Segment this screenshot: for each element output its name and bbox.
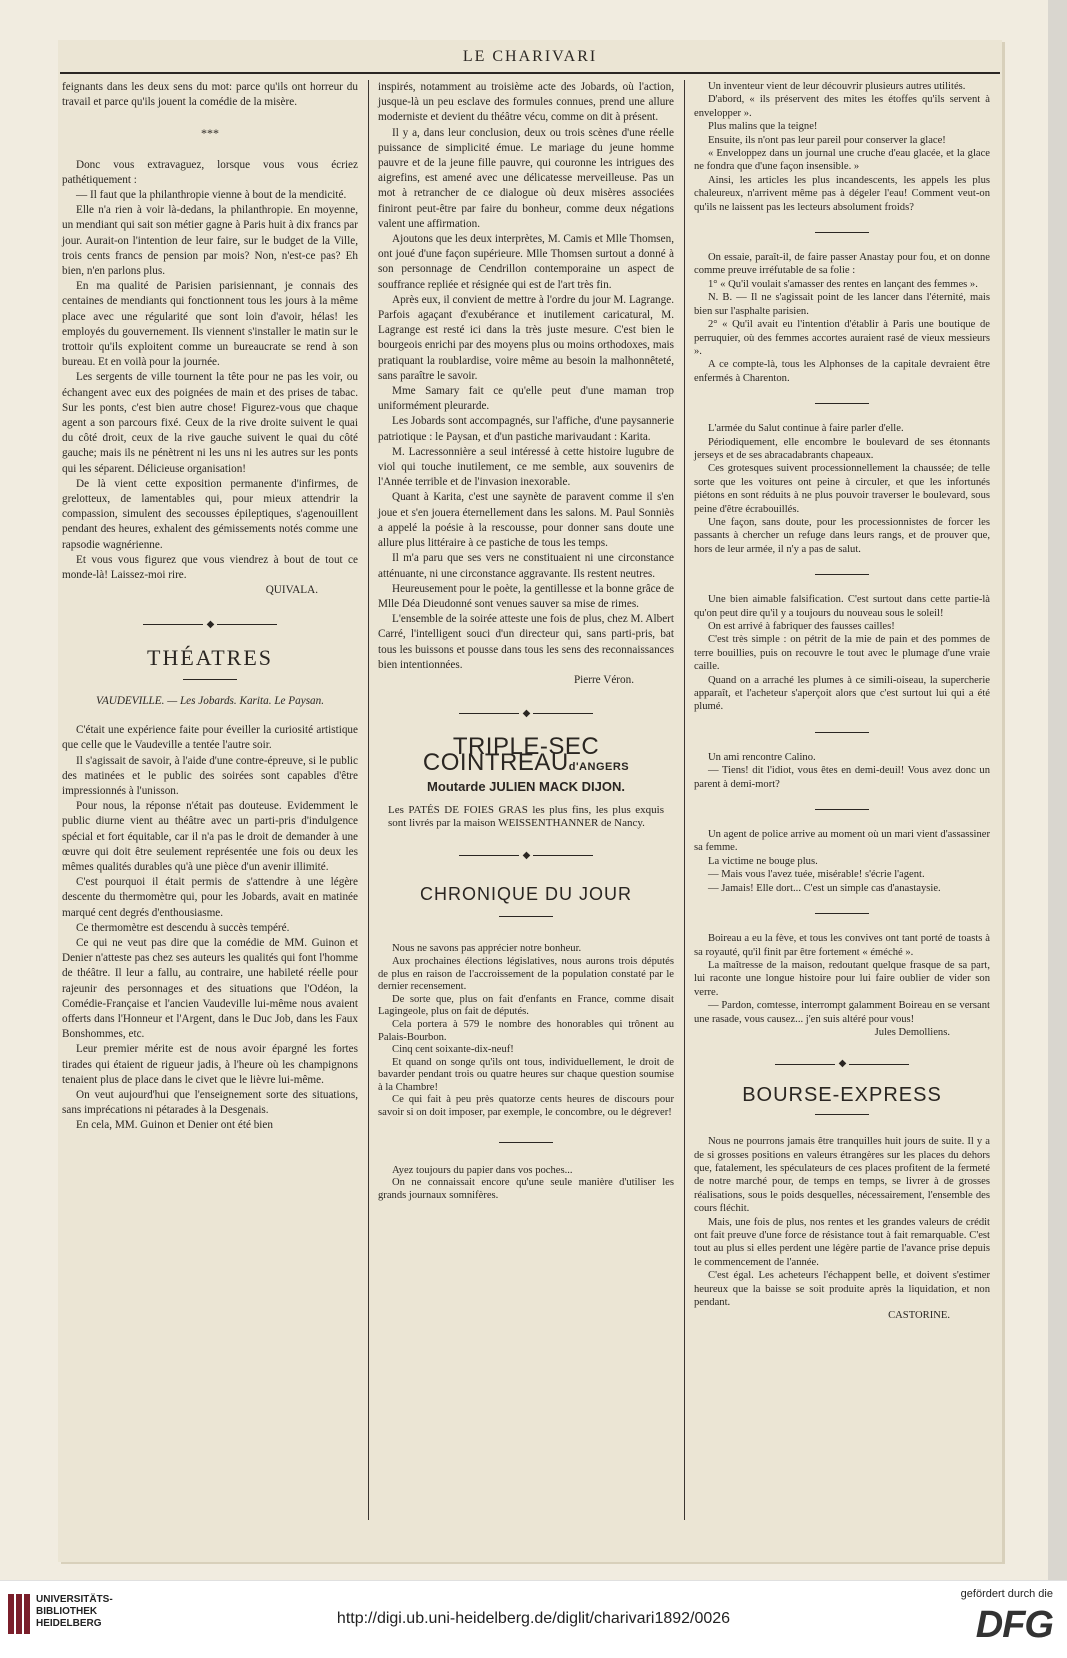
chronique-paragraph: Un inventeur vient de leur découvrir plusieurs autres utilités. (708, 81, 966, 92)
dfg-logo: DFG (975, 1604, 1053, 1646)
chronique-paragraph: De sorte que, plus on fait d'enfants en France, comme disait Lagingeole, plus on fait de députés. (378, 993, 674, 1018)
chronique-paragraph: Ainsi, les articles les plus incandescents, les appels les plus chaleureux, n'arrivent même pas à dégeler l'eau! Comment veut-on qu'ils ne laissent pas les lecteurs absolument froids? (694, 174, 990, 213)
bourse-paragraph: C'est égal. Les acheteurs l'échappent belle, et doivent s'estimer heureux que la baisse se soit produite après la liquidation, et non pendant. (694, 1270, 990, 1309)
chronique-paragraph: Une façon, sans doute, pour les processionnistes de forcer les passants à chercher un refuge dans leurs rangs, et de prouver que, hors de leur armée, il n'y a pas de salut. (694, 516, 990, 555)
chronique-paragraph: Aux prochaines élections législatives, nous aurons trois députés de plus en raison de l'accroissement de la population constaté par le dernier recensement. (378, 955, 674, 993)
article-paragraph: Et vous vous figurez que vous viendrez à bout de tout ce monde-là! Laissez-moi rire. (62, 553, 358, 582)
chronique-paragraph: — Mais vous l'avez tuée, misérable! s'écrie l'agent. (708, 869, 925, 881)
article-paragraph: C'est pourquoi il était permis de s'attendre à une légère descente du thermomètre qui, pour les Jobards, avait en matinée marqué cent degrés d'enthousiasme. (62, 876, 358, 919)
article-paragraph: Pour nous, la réponse n'était pas douteuse. Evidemment le public diurne vient au théâtre avec un parti-pris d'indulgence spécial et fort équitable, car il n'a pas le droit de demander à une œuvre qui doit être seulement représentée une fois ou deux les mêmes qualités durables qu'à une pièce d'un avenir illimité. (62, 800, 358, 873)
article-paragraph: Il y a, dans leur conclusion, deux ou trois scènes d'une réelle puissance de simplicité émue. Le mariage du jeune homme pauvre et de la jeune fille pauvre, qui couronne les intrigues des aigrefins, est amené avec une délicatesse merveilleuse. Pas un mot à retrancher de ce dialogue où deux misères associées finiront peut-être par faire du bonheur, comme deux négations valent une affirmation. (378, 126, 674, 230)
chronique-paragraph: 2° « Qu'il avait eu l'intention d'établir à Paris une boutique de perruquier, où des femmes accortes auraient rasé de vieux messieurs ». (694, 319, 990, 357)
bourse-paragraph: Mais, une fois de plus, nos rentes et les grandes valeurs de crédit ont fait preuve d'une force de résistance tout à fait remarquable. C'est tout au plus si elles perdent une légère partie de l'avance prise depuis le commencement de l'année. (694, 1216, 990, 1268)
short-rule (815, 913, 869, 914)
short-rule (815, 232, 869, 233)
article-paragraph: En cela, MM. Guinon et Denier ont été bien (76, 1119, 273, 1132)
short-rule (815, 809, 869, 810)
article-paragraph: Quant à Karita, c'est une saynète de paravent comme il s'en joue et s'en jouera éternellement dans les salons. M. Paul Sonniès a appelé la poésie à la rescousse, pour donner sans doute une allure plus littéraire à ce pastiche de tous les temps. (378, 491, 674, 550)
chronique-paragraph: Plus malins que la teigne! (708, 121, 818, 133)
chronique-paragraph: Boireau a eu la fève, et tous les convives ont tant porté de toasts à sa royauté, qu'il finit par être fortement « éméché ». (694, 933, 990, 958)
mustard-advert: Moutarde JULIEN MACK DIJON. (427, 778, 625, 794)
digitization-url-link[interactable]: http://digi.ub.uni-heidelberg.de/diglit/charivari1892/0026 (336, 1610, 731, 1627)
article-paragraph: On veut aujourd'hui que l'enseignement sorte des situations, sans imprécations ni pétarades à la Desgenais. (62, 1088, 358, 1117)
chronique-paragraph: — Pardon, comtesse, interrompt galamment Boireau en se versant une rasade, vous causez... j'en suis altéré pour vous! (694, 1000, 990, 1025)
short-rule (499, 916, 553, 917)
chronique-paragraph: N. B. — Il ne s'agissait point de les lancer dans l'éternité, mais bien sur l'asphalte parisien. (694, 292, 990, 317)
column-1 (62, 80, 358, 1134)
chronique-paragraph: C'est très simple : on pétrit de la mie de pain et des pommes de terre bouillies, puis on recouvre le tout avec le plumage d'une vraie caille. (694, 634, 990, 673)
cointreau-advert-title: TRIPLE-SEC COINTREAUd'ANGERS (422, 733, 630, 776)
chronique-paragraph: Cinq cent soixante-dix-neuf! (392, 1044, 514, 1056)
ornament-divider: ◆ (378, 706, 674, 721)
chronique-paragraph: Ce qui fait à peu près quatorze cents heures de discours pour savoir si on doit imposer, par exemple, le concombre, ou le dégrever! (378, 1094, 674, 1119)
adjacent-page-edge (1048, 0, 1067, 1580)
column-divider (684, 80, 685, 1520)
article-paragraph: Mme Samary fait ce qu'elle peut d'une maman trop uniformément pleurarde. (378, 385, 674, 413)
chronique-paragraph: On ne connaissait encore qu'une seule manière d'utiliser les grands journaux somnifères. (378, 1177, 674, 1201)
article-paragraph: inspirés, notamment au troisième acte des Jobards, où l'action, jusque-là un peu esclave des formules connues, prend une allure moderniste et devient du théâtre vécu, comme on dit à présent. (378, 81, 674, 124)
chronique-paragraph: La victime ne bouge plus. (708, 855, 818, 867)
short-rule (499, 1142, 553, 1143)
chronique-paragraph: A ce compte-là, tous les Alphonses de la capitale devraient être enfermés à Charenton. (694, 359, 990, 384)
article-paragraph: Après eux, il convient de mettre à l'ordre du jour M. Lagrange. Parfois agaçant d'exubérance et inutilement caricatural, M. Lagrange est resté ici dans la très juste mesure. C'est bien le bourgeois enrichi par des moyens plus ou moins orthodoxes, mais pratiquant la roublardise, voire même au besoin la malhonnêteté, sans paraître le savoir. (378, 293, 674, 382)
article-paragraph: Ce qui ne veut pas dire que la comédie de MM. Guinon et Denier n'atteste pas chez ses auteurs les qualités qui font l'homme de théâtre. Il leur a fallu, au contraire, une habileté réelle pour rajeunir des personnages et des situations que l'Odéon, la Comédie-Française et l'ancien Vaudeville lui-même nous avaient offerts dans l'Honneur et l'Argent, dans le Duc Job, dans les Faux Bonshommes, etc. (62, 936, 358, 1041)
short-rule (815, 574, 869, 575)
masthead-rule (60, 72, 1000, 74)
column-3 (694, 80, 990, 1323)
article-signature: CASTORINE. (888, 1310, 950, 1322)
foie-gras-advert: Les PATÉS DE FOIES GRAS les plus fins, les plus exquis sont livrés par la maison WEISSENTHANNER de Nancy. (388, 803, 664, 829)
ornament-divider: ◆ (378, 848, 674, 863)
article-paragraph: Heureusement pour le poète, la gentillesse et la bonne grâce de Mlle Déa Dieudonné sont venues sauver sa mise de rimes. (378, 582, 674, 610)
article-text: feignants dans les deux sens du mot: parce qu'ils ont horreur du travail et parce qu'ils jouent la comédie de la misère. (62, 81, 358, 109)
article-paragraph: M. Lacressonnière a seul intéressé à cette histoire lugubre de viol qui touche inutilement, ce me semble, aux souvenirs de l'Année terrible et de l'invasion inexorable. (378, 445, 674, 489)
ornament-divider: ◆ (694, 1057, 990, 1070)
short-rule (815, 1114, 869, 1115)
chronique-paragraph: Un ami rencontre Calino. (708, 751, 816, 763)
university-library-name: UNIVERSITÄTS- BIBLIOTHEK HEIDELBERG (36, 1594, 113, 1629)
chronique-heading: CHRONIQUE DU JOUR (419, 884, 632, 905)
chronique-paragraph: On essaie, paraît-il, de faire passer Anastay pour fou, et on donne comme preuve irréfutable de sa folie : (694, 252, 990, 277)
article-paragraph: C'était une expérience faite pour éveiller la curiosité artistique que celle que le Vaudeville a tentée l'autre soir. (62, 724, 358, 752)
article-paragraph: Ajoutons que les deux interprètes, M. Camis et Mlle Thomsen, ont joué d'une façon supérieure. Mlle Thomsen surtout a donné à son personnage de Cendrillon contemporaine un aspect de souffrance repliée et résignée qui est de l'art très fin. (378, 233, 674, 291)
article-paragraph: Il s'agissait de savoir, à l'aide d'une contre-épreuve, si le public des matinées et le public des soirées sont capables d'être impressionnés à l'unisson. (62, 754, 358, 797)
chronique-paragraph: Ayez toujours du papier dans vos poches... (392, 1164, 573, 1176)
chronique-paragraph: — Jamais! Elle dort... C'est un simple cas d'anastaysie. (708, 882, 941, 894)
article-paragraph: Les sergents de ville tournent la tête pour ne pas les voir, ou échangent avec eux des poignées de main et des prises de tabac. Sur les ponts, c'est bien autre chose! Figurez-vous que chaque agent a son parcours fixé. Ceux de la rive droite suivent le quai du côté droit, ceux de la rive gauche suivent le quai du côté gauche; mais ils ne pénètrent ni les uns ni les autres sur les ponts qui les séparent. Délicieuse organisation! (62, 371, 358, 475)
article-signature: Pierre Véron. (573, 673, 634, 686)
newspaper-masthead: LE CHARIVARI (462, 48, 598, 65)
chronique-paragraph: La maîtresse de la maison, redoutant quelque frasque de sa part, lui raconte une longue histoire pour lui faire oublier de vider son verre. (694, 959, 990, 998)
article-paragraph: En ma qualité de Parisien parisiennant, je connais des centaines de mendiants qui fonctionnent tous les jours à la même place avec une régularité que sont loin d'avoir, hélas! les employés du gouvernement. Ils viennent s'installer le matin sur le trottoir qu'ils exploitent comme un bureaucrate se rend à son bureau. Et en voilà pour la journée. (62, 280, 358, 369)
article-paragraph: — Il faut que la philanthropie vienne à bout de la mendicité. (76, 189, 347, 202)
chronique-paragraph: Cela portera à 579 le nombre des honorables qui trônent au Palais-Bourbon. (378, 1018, 674, 1043)
short-rule (815, 403, 869, 404)
chronique-paragraph: Un agent de police arrive au moment où un mari vient d'assassiner sa femme. (694, 829, 990, 854)
bourse-heading: BOURSE-EXPRESS (742, 1083, 942, 1106)
article-signature: QUIVALA. (265, 584, 318, 597)
chronique-paragraph: On est arrivé à fabriquer des fausses cailles! (708, 621, 895, 632)
vaudeville-header: VAUDEVILLE. — Les Jobards. Karita. Le Paysan. (95, 694, 325, 707)
article-signature: Jules Demolliens. (874, 1026, 950, 1038)
chronique-paragraph: D'abord, « ils préservent des mites les étoffes qu'ils servent à envelopper ». (694, 94, 990, 119)
chronique-paragraph: Ces grotesques suivent processionnellement la chaussée; de telle sorte que les voitures ont peine à circuler, et que les infortunés piétons en sont réduits à ne plus pouvoir traverser le boulevard, sous peine d'être écrabouillés. (694, 463, 990, 515)
chronique-paragraph: Une bien aimable falsification. C'est surtout dans cette partie-là qu'on peut dire qu'il y a toujours du nouveau sous le soleil! (694, 594, 990, 619)
article-paragraph: Il m'a paru que ses vers ne constituaient ni une circonstance atténuante, ni une circonstance aggravante. Ils restent neutres. (378, 552, 674, 580)
short-rule (183, 679, 237, 680)
chronique-paragraph: Et quand on songe qu'ils ont tous, individuellement, le droit de bavarder pendant trois ou quatre heures sur chaque question soumise à la Chambre! (378, 1056, 674, 1093)
chronique-paragraph: Nous ne savons pas apprécier notre bonheur. (392, 943, 582, 955)
chronique-paragraph: L'armée du Salut continue à faire parler d'elle. (708, 423, 904, 435)
chronique-paragraph: « Enveloppez dans un journal une cruche d'eau glacée, et la glace ne fondra que d'une façon insensible. » (694, 148, 990, 173)
column-divider (368, 80, 369, 1520)
theatres-heading: THÉATRES (147, 644, 273, 670)
section-stars: *** (201, 126, 219, 141)
chronique-paragraph: — Tiens! dit l'idiot, vous êtes en demi-deuil! Vous avez donc un parent à demi-mort? (694, 765, 990, 790)
chronique-paragraph: Périodiquement, elle encombre le boulevard de ses étonnants jerseys et de ses abracadabrants chapeaux. (694, 436, 990, 461)
article-paragraph: De là vient cette exposition permanente d'infirmes, de grelotteux, de lamentables qui, pour mieux attendrir la compassion, simulent des secousses épileptiques, s'agenouillent pendant des heures, exhalent des gémissements notés comme une rapsodie wagnérienne. (62, 477, 358, 551)
article-paragraph: Ce thermomètre est descendu à succès tempéré. (76, 921, 290, 934)
ornament-divider: ◆ (62, 617, 358, 632)
article-paragraph: Les Jobards sont accompagnés, sur l'affiche, d'une paysannerie patriotique : le Paysan, et d'un pastiche marivaudant : Karita. (378, 415, 674, 443)
chronique-paragraph: Ensuite, ils n'ont pas leur pareil pour conserver la glace! (708, 134, 946, 146)
chronique-paragraph: Quand on a arraché les plumes à ce simili-oiseau, la supercherie apparaît, et l'acheteur s'aperçoit alors que c'est surtout lui qui a été plumé. (694, 674, 990, 713)
bourse-paragraph: Nous ne pourrons jamais être tranquilles huit jours de suite. Il y a de si grosses positions en valeurs étrangères sur les places du dehors que, fatalement, les spéculateurs de ces places profitent de la fermeté de notre marché pour, de temps en temps, se livrer à de grosses réalisations, sous le poids desquelles, nécessairement, l'ensemble des cours fléchit. (694, 1136, 990, 1215)
chronique-paragraph: 1° « Qu'il voulait s'amasser des rentes en lançant des femmes ». (708, 278, 978, 290)
article-paragraph: Donc vous extravaguez, lorsque vous vous écriez pathétiquement : (62, 158, 358, 186)
short-rule (815, 732, 869, 733)
article-paragraph: L'ensemble de la soirée atteste une fois de plus, chez M. Albert Carré, l'intelligent souci d'un directeur qui, sans parti-pris, bat tous les buissons et pousse dans tous les sens des reconnaissances bien intentionnées. (378, 613, 674, 671)
article-paragraph: Leur premier mérite est de nous avoir épargné les fortes tirades qui étaient de rigueur jadis, à l'heure où les champignons tenaient plus de place dans le civet que le lièvre lui-même. (62, 1043, 358, 1086)
column-2 (378, 80, 674, 1202)
article-paragraph: Elle n'a rien à voir là-dedans, la philanthropie. En moyenne, un mendiant qui sait son métier gagne à Paris huit à dix francs par jour. Aurait-on l'intention de leur faire, sur le budget de la Ville, trois cents francs de pension par mois? Non, n'est-ce pas? Eh bien, n'en parlons plus. (62, 204, 358, 278)
funding-label: gefördert durch die (960, 1588, 1053, 1600)
